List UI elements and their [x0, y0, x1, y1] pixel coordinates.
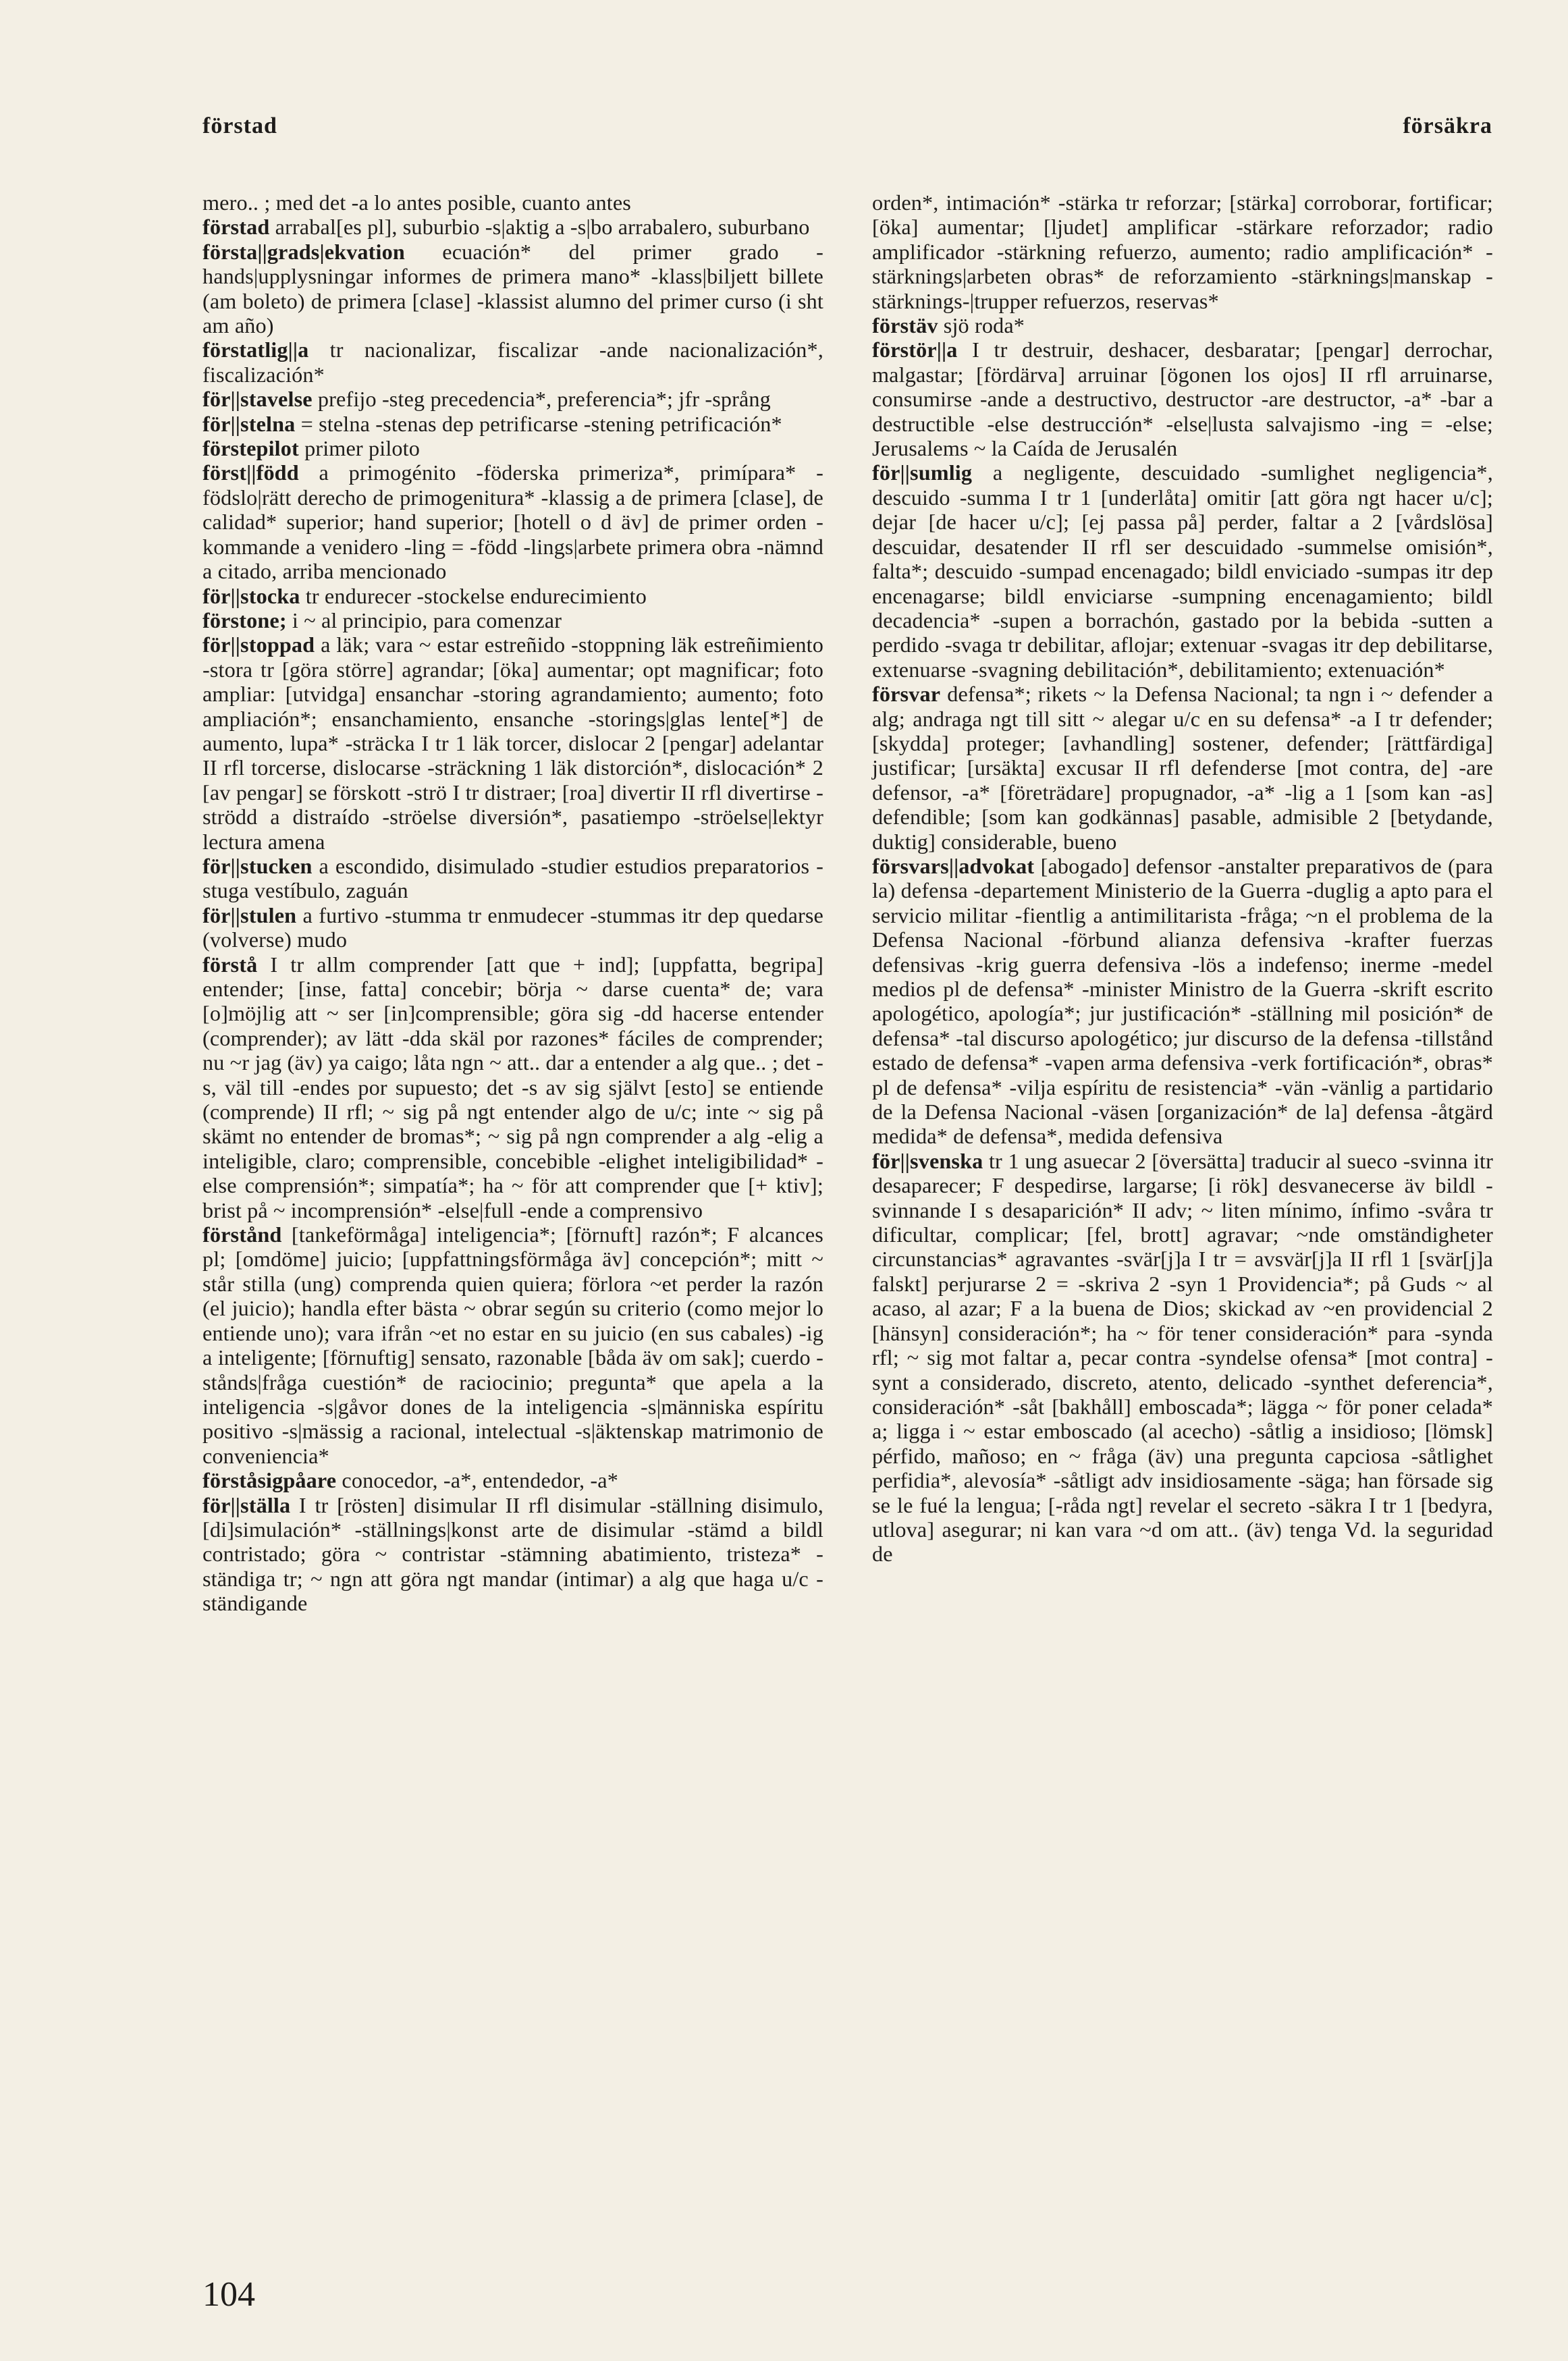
entry: för||stucken a escondido, disimulado -studier estudios preparatorios -stuga vestíbulo, zaguán: [202, 853, 823, 903]
entry: för||stoppad a läk; vara ~ estar estreñido -stoppning läk estreñimiento -stora tr [göra större] agrandar; [öka] aumentar; opt magnificar; foto ampliar: [utvidga] ensanchar -storing agrandamiento; aumento; foto ampliación*; ensanchamiento, ensanche -storings|glas lente[*] de aumento, lupa* -sträcka I tr 1 läk torcer, dislocar 2 [pengar] adelantar II rfl torcerse, dislocarse -sträckning 1 läk distorción*, dislocación* 2 [av pengar] se förskott -strö I tr distraer; [roa] divertir II rfl divertirse -strödd a distraído -ströelse diversión*, pasatiempo -ströelse|lektyr lectura amena: [202, 632, 823, 854]
running-head-left: förstad: [202, 113, 277, 138]
entry: förstå I tr allm comprender [att que + ind]; [uppfatta, begripa] entender; [inse, fatta] concebir; börja ~ darse cuenta* de; vara [o]möjlig att ~ ser [in]comprensible; göra sig -dd hacerse entender (comprender); av lätt -dda skäl por razones* fáciles de comprender; nu ~r jag (äv) ya caigo; låta ngn ~ att.. dar a entender a alg que.. ; det -s, väl till -endes por supuesto; det -s av sig självt [esto] se entiende (comprende) II rfl; ~ sig på ngt entender algo de u/c; inte ~ sig på skämt no entender de bromas*; ~ sig på ngn comprender a alg -elig a inteligible, claro; comprensible, concebible -elighet inteligibilidad* -else comprensión*; simpatía*; ha ~ för att comprender que [+ ktiv]; brist på ~ incomprensión* -else|full -ende a comprensivo: [202, 952, 823, 1222]
entry: förstatlig||a tr nacionalizar, fiscalizar -ande nacionalización*, fiscalización*: [202, 337, 823, 387]
entry: förstör||a I tr destruir, deshacer, desbaratar; [pengar] derrochar, malgastar; [fördärva] arruinar [ögonen los ojos] II rfl arruinarse, consumirse -ande a destructivo, destructor -are destructor, -a* -bar a destructible -else destrucción* -else|lusta salvajismo -ing = -else; Jerusalems ~ la Caída de Jerusalén: [872, 337, 1493, 461]
entry: försvars||advokat [abogado] defensor -anstalter preparativos de (para la) defensa -departement Ministerio de la Guerra -duglig a apto para el servicio militar -fientlig a antimilitarista -fråga; ~n el problema de la Defensa Nacional -förbund alianza defensiva -krafter fuerzas defensivas -krig guerra defensiva -lös a indefenso; inerme -medel medios pl de defensa* -minister Ministro de la Guerra -skrift escrito apologético, apología*; jur justificación* -ställning mil posición* de defensa* -tal discurso apologético; jur discurso de la defensa -tillstånd estado de defensa* -vapen arma defensiva -verk fortificación*, obras* pl de defensa* -vilja espíritu de resistencia* -vän -vänlig a partidario de la Defensa Nacional -väsen [organización* de la] defensa -åtgärd medida* de defensa*, medida defensiva: [872, 853, 1493, 1149]
entry: för||svenska tr 1 ung asuecar 2 [översätta] traducir al sueco -svinna itr desaparecer; F despedirse, largarse; [i rök] desvanecerse äv bildl -svinnande I s desaparición* II adv; ~ liten mínimo, ínfimo -svåra tr dificultar, complicar; [fel, brott] agravar; ~nde omständigheter circunstancias* agravantes -svär[j]a I tr = avsvär[j]a II rfl 1 [svär[j]a falskt] perjurarse 2 = -skriva 2 -syn 1 Providencia*; på Guds ~ al acaso, al azar; F a la buena de Dios; skickad av ~en providencial 2 [hänsyn] consideración*; ha ~ för tener consideración* para -synda rfl; ~ sig mot faltar a, pecar contra -syndelse ofensa* [mot contra] -synt a considerado, discreto, atento, delicado -synthet deferencia*, consideración* -såt [bakhåll] emboscada*; lägga ~ för poner celada* a; ligga i ~ estar emboscado (al acecho) -såtlig a insidioso; [lömsk] pérfido, mañoso; en ~ fråga (äv) una pregunta capciosa -såtlighet perfidia*, alevosía* -såtligt adv insidiosamente -säga; han försade sig se le fué la lengua; [-råda ngt] revelar el secreto -säkra I tr 1 [bedyra, utlova] asegurar; ni kan vara ~d om att.. (äv) tenga Vd. la seguridad de: [872, 1148, 1493, 1567]
entry: förståsigpåare conocedor, -a*, entendedor, -a*: [202, 1468, 618, 1493]
entry: för||stocka tr endurecer -stockelse endurecimiento: [202, 583, 647, 608]
entry: för||stulen a furtivo -stumma tr enmudecer -stummas itr dep quedarse (volverse) mudo: [202, 902, 823, 952]
entry: för||sumlig a negligente, descuidado -sumlighet negligencia*, descuido -summa I tr 1 [underlåta] omitir [att göra ngt hacer u/c]; dejar [de hacer u/c]; [ej passa på] perder, faltar a 2 [vårdslösa] descuidar, desatender II rfl ser descuidado -summelse omisión*, falta*; descuido -sumpad encenagado; bildl enviciado -sumpas itr dep encenagarse; bildl enviciarse -sumpning encenagamiento; bildl decadencia* -supen a borrachón, gastado por la bebida -sutten a perdido -svaga tr debilitar, aflojar; extenuar -svagas itr dep debilitarse, extenuarse -svagning debilitación*, debilitamiento; extenuación*: [872, 460, 1493, 682]
entry: förstone; i ~ al principio, para comenzar: [202, 607, 562, 632]
entry: för||stavelse prefijo -steg precedencia*, preferencia*; jfr -språng: [202, 387, 771, 412]
entry: för||stelna = stelna -stenas dep petrificarse -stening petrificación*: [202, 411, 782, 436]
running-head-right: försäkra: [1403, 113, 1492, 138]
entry: förstepilot primer piloto: [202, 436, 420, 461]
entry: orden*, intimación* -stärka tr reforzar; [stärka] corroborar, fortificar; [öka] aumentar; [ljudet] amplificar -stärkare reforzador; radio amplificador -stärkning refuerzo, aumento; radio amplificación* -stärknings|arbeten obras* de reforzamiento -stärknings|manskap -stärknings-|trupper refuerzos, reservas*: [872, 190, 1493, 313]
entry: första||grads|ekvation ecuación* del primer grado -hands|upplysningar informes de primera mano* -klass|biljett billete (am boleto) de primera [clase] -klassist alumno del primer curso (i sht am año): [202, 239, 823, 338]
entry: förstad arrabal[es pl], suburbio -s|aktig a -s|bo arrabalero, suburbano: [202, 215, 810, 240]
entry: försvar defensa*; rikets ~ la Defensa Nacional; ta ngn i ~ defender a alg; andraga ngt till sitt ~ alegar u/c en su defensa* -a I tr defender; [skydda] proteger; [avhandling] sostener, defender; [rättfärdiga] justificar; [ursäkta] excusar II rfl defenderse [mot contra, de] -are defensor, -a* [företrädare] propugnador, -a* -lig a 1 [som kan -as] defendible; [som kan godkännas] pasable, admisible 2 [betydande, duktig] considerable, bueno: [872, 682, 1493, 854]
left-column: [202, 190, 823, 1616]
entry: förstånd [tankeförmåga] inteligencia*; [förnuft] razón*; F alcances pl; [omdöme] juicio; [uppfattningsförmåga äv] concepción*; mitt ~ står stilla (ung) comprenda quien quiera; förlora ~et perder la razón (el juicio); handla efter bästa ~ obrar según su criterio (como mejor lo entiende uno); vara ifrån ~et no estar en su juicio (en sus cabales) -ig a inteligente; [förnuftig] sensato, razonable [båda äv om sak]; cuerdo -stånds|fråga cuestión* de raciocinio; pregunta* que apela a la inteligencia -s|gåvor dones de la inteligencia -s|människa espíritu positivo -s|mässig a racional, intelectual -s|äktenskap matrimonio de conveniencia*: [202, 1222, 823, 1468]
entry: förstäv sjö roda*: [872, 313, 1025, 338]
right-column: [872, 190, 1493, 1567]
entry: mero.. ; med det -a lo antes posible, cuanto antes: [202, 190, 631, 215]
page-number: 104: [202, 2275, 255, 2314]
entry: först||född a primogénito -föderska primeriza*, primípara* -födslo|rätt derecho de primogenitura* -klassig a de primera [clase], de calidad* superior; hand superior; [hotell o d äv] de primer orden -kommande a venidero -ling = -född -lings|arbete primera obra -nämnd a citado, arriba mencionado: [202, 460, 823, 584]
entry: för||ställa I tr [rösten] disimular II rfl disimular -ställning disimulo, [di]simulación* -ställnings|konst arte de disimular -stämd a bildl contristado; göra ~ contristar -stämning abatimiento, tristeza* -ständiga tr; ~ ngn att göra ngt mandar (intimar) a alg que haga u/c -ständigande: [202, 1492, 823, 1616]
